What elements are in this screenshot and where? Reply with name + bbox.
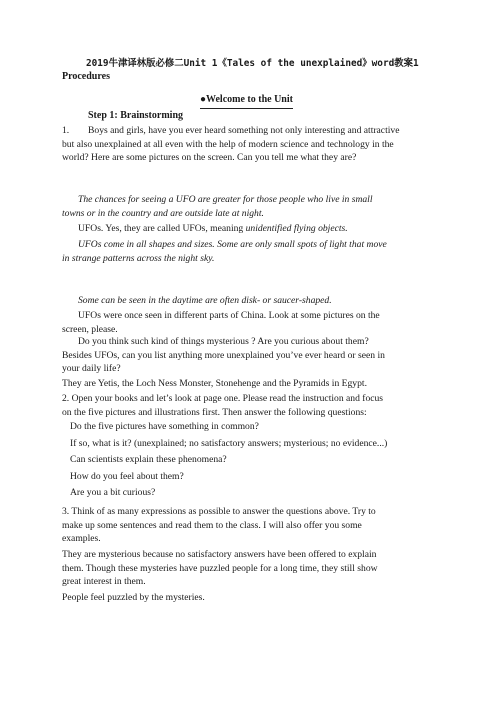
- text-line: They are mysterious because no satisfactory answers have been offered to explain: [62, 549, 377, 560]
- paragraph-4: [62, 238, 422, 265]
- paragraph-7: [62, 335, 422, 376]
- question-4: How do you feel about them?: [70, 470, 184, 482]
- paragraph-11: [62, 548, 422, 589]
- text-line: make up some sentences and read them to the class. I will also offer you some: [62, 519, 362, 531]
- paragraph-2: [62, 193, 422, 220]
- paragraph-5: [78, 294, 438, 308]
- paragraph-12: [62, 591, 422, 605]
- text-line: examples.: [62, 533, 101, 544]
- text-line: towns or in the country and are outside late at night.: [62, 207, 264, 219]
- paragraph-9: [62, 392, 422, 419]
- paragraph-10: [62, 505, 422, 546]
- text-line: screen, please.: [62, 323, 118, 335]
- paragraph-3: [78, 222, 438, 236]
- question-list: [70, 420, 430, 500]
- text-line: your daily life?: [62, 363, 121, 374]
- text-line: Boys and girls, have you ever heard something not only interesting and attractive: [88, 125, 400, 136]
- text-line: The chances for seeing a UFO are greater for those people who live in small: [78, 194, 373, 205]
- step1-heading: Step 1: Brainstorming: [88, 110, 183, 121]
- text-line: Some can be seen in the daytime are often disk- or saucer-shaped.: [78, 295, 332, 306]
- text-line: 2. Open your books and let’s look at page one. Please read the instruction and focus: [62, 393, 384, 404]
- question-3: Can scientists explain these phenomena?: [70, 454, 227, 465]
- question-2: If so, what is it? (unexplained; no satisfactory answers; mysterious; no evidence...): [70, 437, 388, 449]
- question-1: Do the five pictures have something in common?: [70, 421, 259, 432]
- text-line: but also unexplained at all even with the help of modern science and technology in the: [62, 138, 394, 150]
- text-line: They are Yetis, the Loch Ness Monster, Stonehenge and the Pyramids in Egypt.: [62, 378, 367, 389]
- paragraph-6: [62, 309, 422, 336]
- text-line: Besides UFOs, can you list anything more unexplained you’ve ever heard or seen in: [62, 349, 385, 361]
- question-5: Are you a bit curious?: [70, 487, 156, 498]
- text-line: 3. Think of as many expressions as possible to answer the questions above. Try to: [62, 506, 376, 517]
- text-line: People feel puzzled by the mysteries.: [62, 592, 205, 603]
- text-line: world? Here are some pictures on the screen. Can you tell me what they are?: [62, 152, 357, 163]
- text-line: UFOs come in all shapes and sizes. Some are only small spots of light that move: [78, 239, 387, 250]
- procedures-heading: Procedures: [62, 71, 110, 82]
- text-span: UFOs. Yes, they are called UFOs, meaning: [78, 223, 246, 234]
- text-line: in strange patterns across the night sky.: [62, 252, 215, 264]
- text-line: them. Though these mysteries have puzzled people for a long time, they still show: [62, 562, 378, 574]
- paragraph-8: [62, 377, 422, 391]
- text-line: on the five pictures and illustrations first. Then answer the following questions:: [62, 406, 367, 418]
- text-line: UFOs were once seen in different parts of China. Look at some pictures on the: [78, 310, 380, 321]
- text-line: Do you think such kind of things mysterious ? Are you curious about them?: [78, 336, 369, 347]
- item-number: 1.: [62, 125, 70, 136]
- text-line: great interest in them.: [62, 576, 146, 587]
- text-span: unidentified flying objects.: [245, 223, 348, 234]
- document-title: 2019牛津译林版必修二Unit 1《Tales of the unexplained》word教案1: [86, 58, 419, 69]
- welcome-heading: ●Welcome to the Unit: [200, 93, 293, 109]
- paragraph-1: [62, 124, 428, 165]
